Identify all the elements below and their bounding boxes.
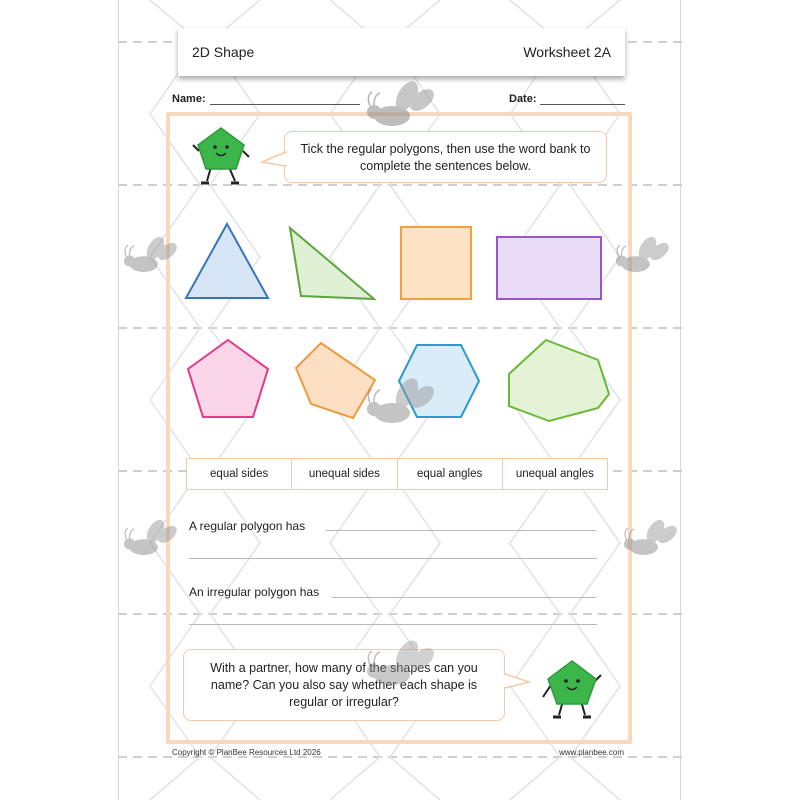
bubble-tail-icon: [262, 150, 286, 170]
answer-line-irregular-1[interactable]: [332, 597, 596, 598]
bee-watermark-icon: [120, 235, 180, 279]
irregular-hexagon-shape[interactable]: [506, 338, 612, 424]
bee-watermark-icon: [120, 518, 180, 562]
square-shape[interactable]: [399, 225, 473, 301]
word-bank: [186, 458, 608, 490]
bee-watermark-icon: [362, 82, 438, 132]
answer-line-irregular-2[interactable]: [189, 624, 597, 625]
bee-watermark-icon: [362, 378, 438, 430]
word-bank-item: unequal angles: [515, 468, 594, 480]
partner-prompt-text: With a partner, how many of the shapes can you name? Can you also say whether each shape is regular or irregular?: [210, 661, 478, 709]
sentence-irregular: An irregular polygon has: [189, 585, 320, 599]
word-bank-item: unequal sides: [292, 459, 397, 489]
equilateral-triangle-shape[interactable]: [183, 222, 271, 300]
website-link[interactable]: www.planbee.com: [559, 748, 624, 757]
worksheet-title: 2D Shape: [192, 44, 255, 60]
rectangle-shape[interactable]: [495, 235, 603, 301]
word-bank-item: equal sides: [187, 459, 292, 489]
bee-watermark-icon: [620, 518, 680, 562]
bubble-tail-icon: [503, 672, 529, 692]
sentence-regular: A regular polygon has: [189, 519, 306, 533]
worksheet-number: Worksheet 2A: [523, 44, 611, 60]
regular-pentagon-shape[interactable]: [185, 338, 271, 420]
bee-watermark-icon: [612, 235, 672, 279]
answer-line-regular-1[interactable]: [326, 530, 596, 531]
instructions-text: Tick the regular polygons, then use the word bank to complete the sentences below.: [300, 142, 591, 173]
name-line[interactable]: [210, 104, 360, 105]
word-bank-item: equal angles: [398, 459, 503, 489]
date-line[interactable]: [540, 104, 625, 105]
date-label: Date:: [509, 93, 537, 105]
pentagon-mascot-icon: [193, 125, 249, 190]
copyright-text: Copyright © PlanBee Resources Ltd 2026: [172, 748, 321, 757]
answer-line-regular-2[interactable]: [189, 558, 597, 559]
name-label: Name:: [172, 93, 206, 105]
bee-watermark-icon: [362, 640, 438, 692]
instructions-bubble: [284, 131, 607, 183]
worksheet-header: [178, 28, 625, 76]
scalene-triangle-shape[interactable]: [287, 226, 377, 302]
pentagon-mascot-icon: [541, 657, 603, 725]
partner-prompt-bubble: [183, 649, 505, 721]
